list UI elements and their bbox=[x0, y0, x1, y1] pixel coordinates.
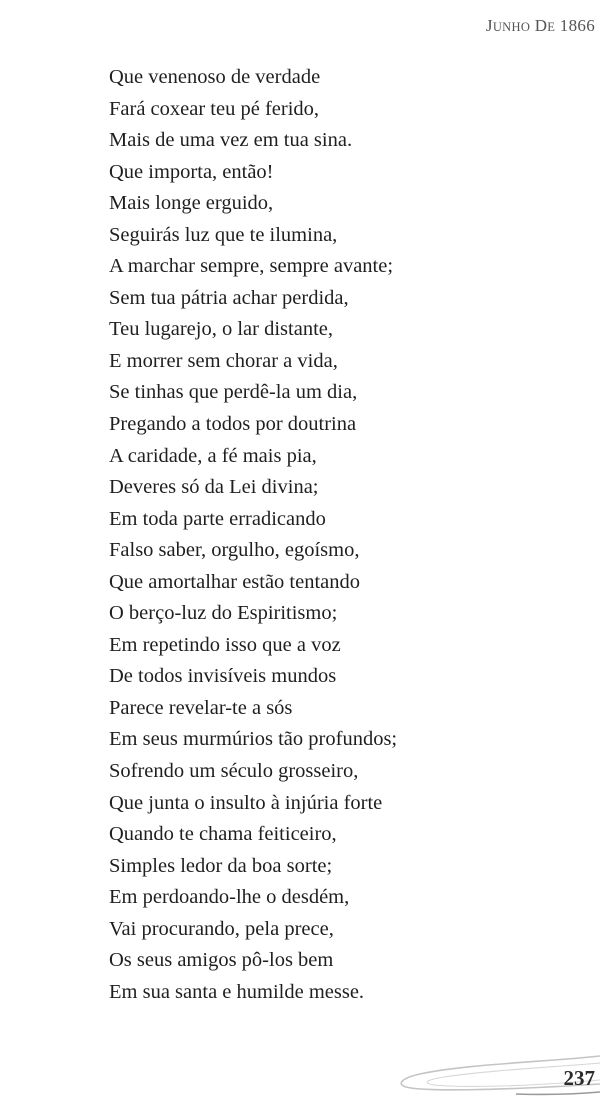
poem-line: Sofrendo um século grosseiro, bbox=[109, 760, 359, 783]
poem-line: A caridade, a fé mais pia, bbox=[109, 444, 317, 467]
poem-line: Vai procurando, pela prece, bbox=[109, 917, 334, 940]
poem-line: Falso saber, orgulho, egoísmo, bbox=[109, 539, 360, 562]
poem-line: Se tinhas que perdê-la um dia, bbox=[109, 381, 358, 404]
poem-line: Teu lugarejo, o lar distante, bbox=[109, 318, 333, 341]
poem-line: Em toda parte erradicando bbox=[109, 507, 326, 530]
poem-line: Que amortalhar estão tentando bbox=[109, 570, 361, 593]
poem-line: Em seus murmúrios tão profundos; bbox=[109, 728, 398, 751]
poem-line: Sem tua pátria achar perdida, bbox=[109, 286, 349, 309]
running-header: JUNHO DE 1866 bbox=[485, 16, 595, 35]
poem-line: Quando te chama feiticeiro, bbox=[109, 823, 337, 846]
poem-line: Fará coxear teu pé ferido, bbox=[109, 97, 320, 120]
poem-line: Mais de uma vez em tua sina. bbox=[109, 129, 353, 152]
poem-line: Mais longe erguido, bbox=[109, 192, 274, 215]
poem-line: Em perdoando-lhe o desdém, bbox=[109, 886, 350, 909]
poem-line: Simples ledor da boa sorte; bbox=[109, 854, 333, 877]
poem-line: A marchar sempre, sempre avante; bbox=[109, 255, 394, 278]
poem-line: Em sua santa e humilde messe. bbox=[109, 980, 365, 1003]
poem-line: O berço-luz do Espiritismo; bbox=[109, 602, 338, 625]
poem-line: Deveres só da Lei divina; bbox=[109, 476, 319, 499]
poem-line: Que importa, então! bbox=[109, 160, 274, 183]
poem-line: Que junta o insulto à injúria forte bbox=[109, 791, 383, 814]
poem-line: Pregando a todos por doutrina bbox=[109, 413, 357, 436]
poem-line: Os seus amigos pô-los bem bbox=[109, 949, 334, 972]
poem-line: Que venenoso de verdade bbox=[109, 66, 321, 88]
page-number: 237 bbox=[563, 1066, 595, 1090]
poem-line: De todos invisíveis mundos bbox=[109, 665, 337, 688]
poem-line: Parece revelar-te a sós bbox=[109, 696, 293, 719]
poem-line: Seguirás luz que te ilumina, bbox=[109, 223, 338, 246]
poem-line: Em repetindo isso que a voz bbox=[109, 633, 341, 656]
poem-text bbox=[109, 62, 397, 1008]
poem-line: E morrer sem chorar a vida, bbox=[109, 349, 338, 372]
